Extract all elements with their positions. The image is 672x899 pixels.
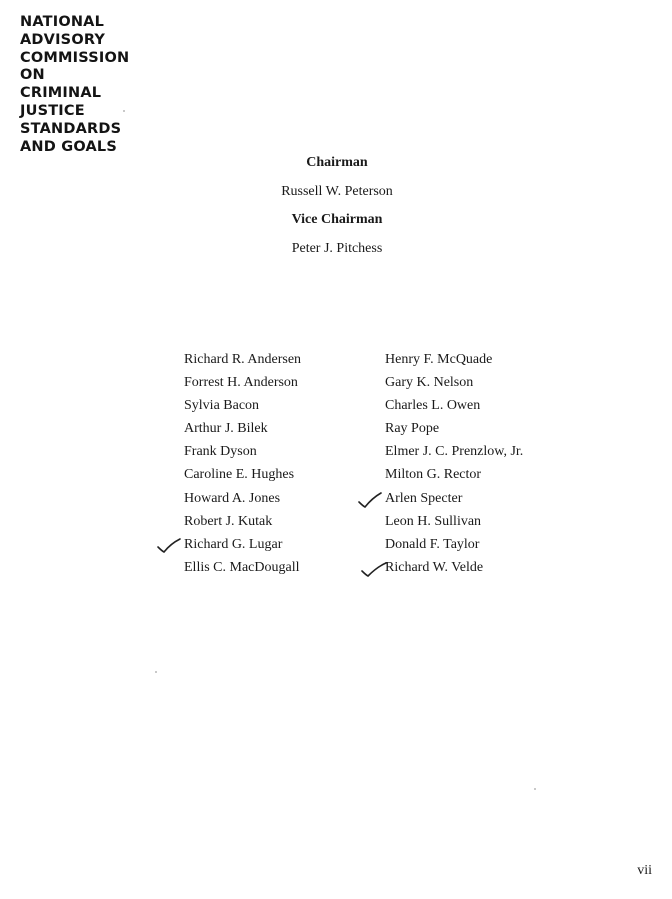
chairman-label: Chairman (306, 155, 368, 170)
officers-block (237, 153, 437, 267)
vice-chairman-name: Peter J. Pitchess (291, 240, 383, 256)
member-name: Donald F. Taylor (385, 536, 480, 552)
commission-title-line: COMMISSION (20, 49, 130, 66)
checkmark-icon (156, 537, 182, 555)
member-name: Richard W. Velde (385, 559, 484, 575)
vice-chairman-label: Vice Chairman (291, 212, 383, 227)
member-name: Howard A. Jones (184, 490, 281, 506)
member-name: Arlen Specter (385, 490, 463, 506)
commission-title-line: ON (20, 67, 45, 84)
member-name: Charles L. Owen (385, 398, 481, 414)
member-name: Robert J. Kutak (184, 513, 273, 529)
member-name: Richard G. Lugar (184, 536, 283, 552)
commission-title-line: STANDARDS (20, 120, 122, 137)
checkmark-icon (357, 491, 383, 509)
member-name: Ellis C. MacDougall (184, 559, 300, 575)
member-name: Milton G. Rector (385, 467, 482, 483)
member-name: Frank Dyson (184, 444, 257, 460)
member-name: Gary K. Nelson (385, 375, 474, 391)
member-name: Sylvia Bacon (184, 398, 260, 414)
members-column-left (184, 350, 301, 581)
checkmark-icon (360, 561, 388, 579)
commission-title-line: NATIONAL (20, 14, 105, 30)
scan-speck (534, 788, 536, 790)
member-name: Arthur J. Bilek (184, 421, 268, 437)
member-name: Leon H. Sullivan (385, 513, 482, 529)
page-number: vii (637, 863, 652, 878)
member-name: Elmer J. C. Prenzlow, Jr. (385, 444, 524, 460)
member-name: Ray Pope (385, 421, 440, 437)
commission-title-line: CRIMINAL (20, 85, 102, 102)
commission-title (20, 14, 129, 156)
member-name: Richard R. Andersen (184, 352, 302, 367)
scan-speck (123, 110, 125, 112)
member-name: Caroline E. Hughes (184, 467, 295, 483)
members-column-right (385, 350, 523, 581)
chairman-name: Russell W. Peterson (281, 183, 393, 199)
commission-title-line: JUSTICE (20, 102, 85, 119)
scan-speck (155, 671, 157, 673)
commission-title-line: AND GOALS (20, 138, 117, 155)
commission-title-line: ADVISORY (20, 31, 106, 48)
member-name: Henry F. McQuade (385, 352, 493, 367)
member-name: Forrest H. Anderson (184, 375, 298, 391)
